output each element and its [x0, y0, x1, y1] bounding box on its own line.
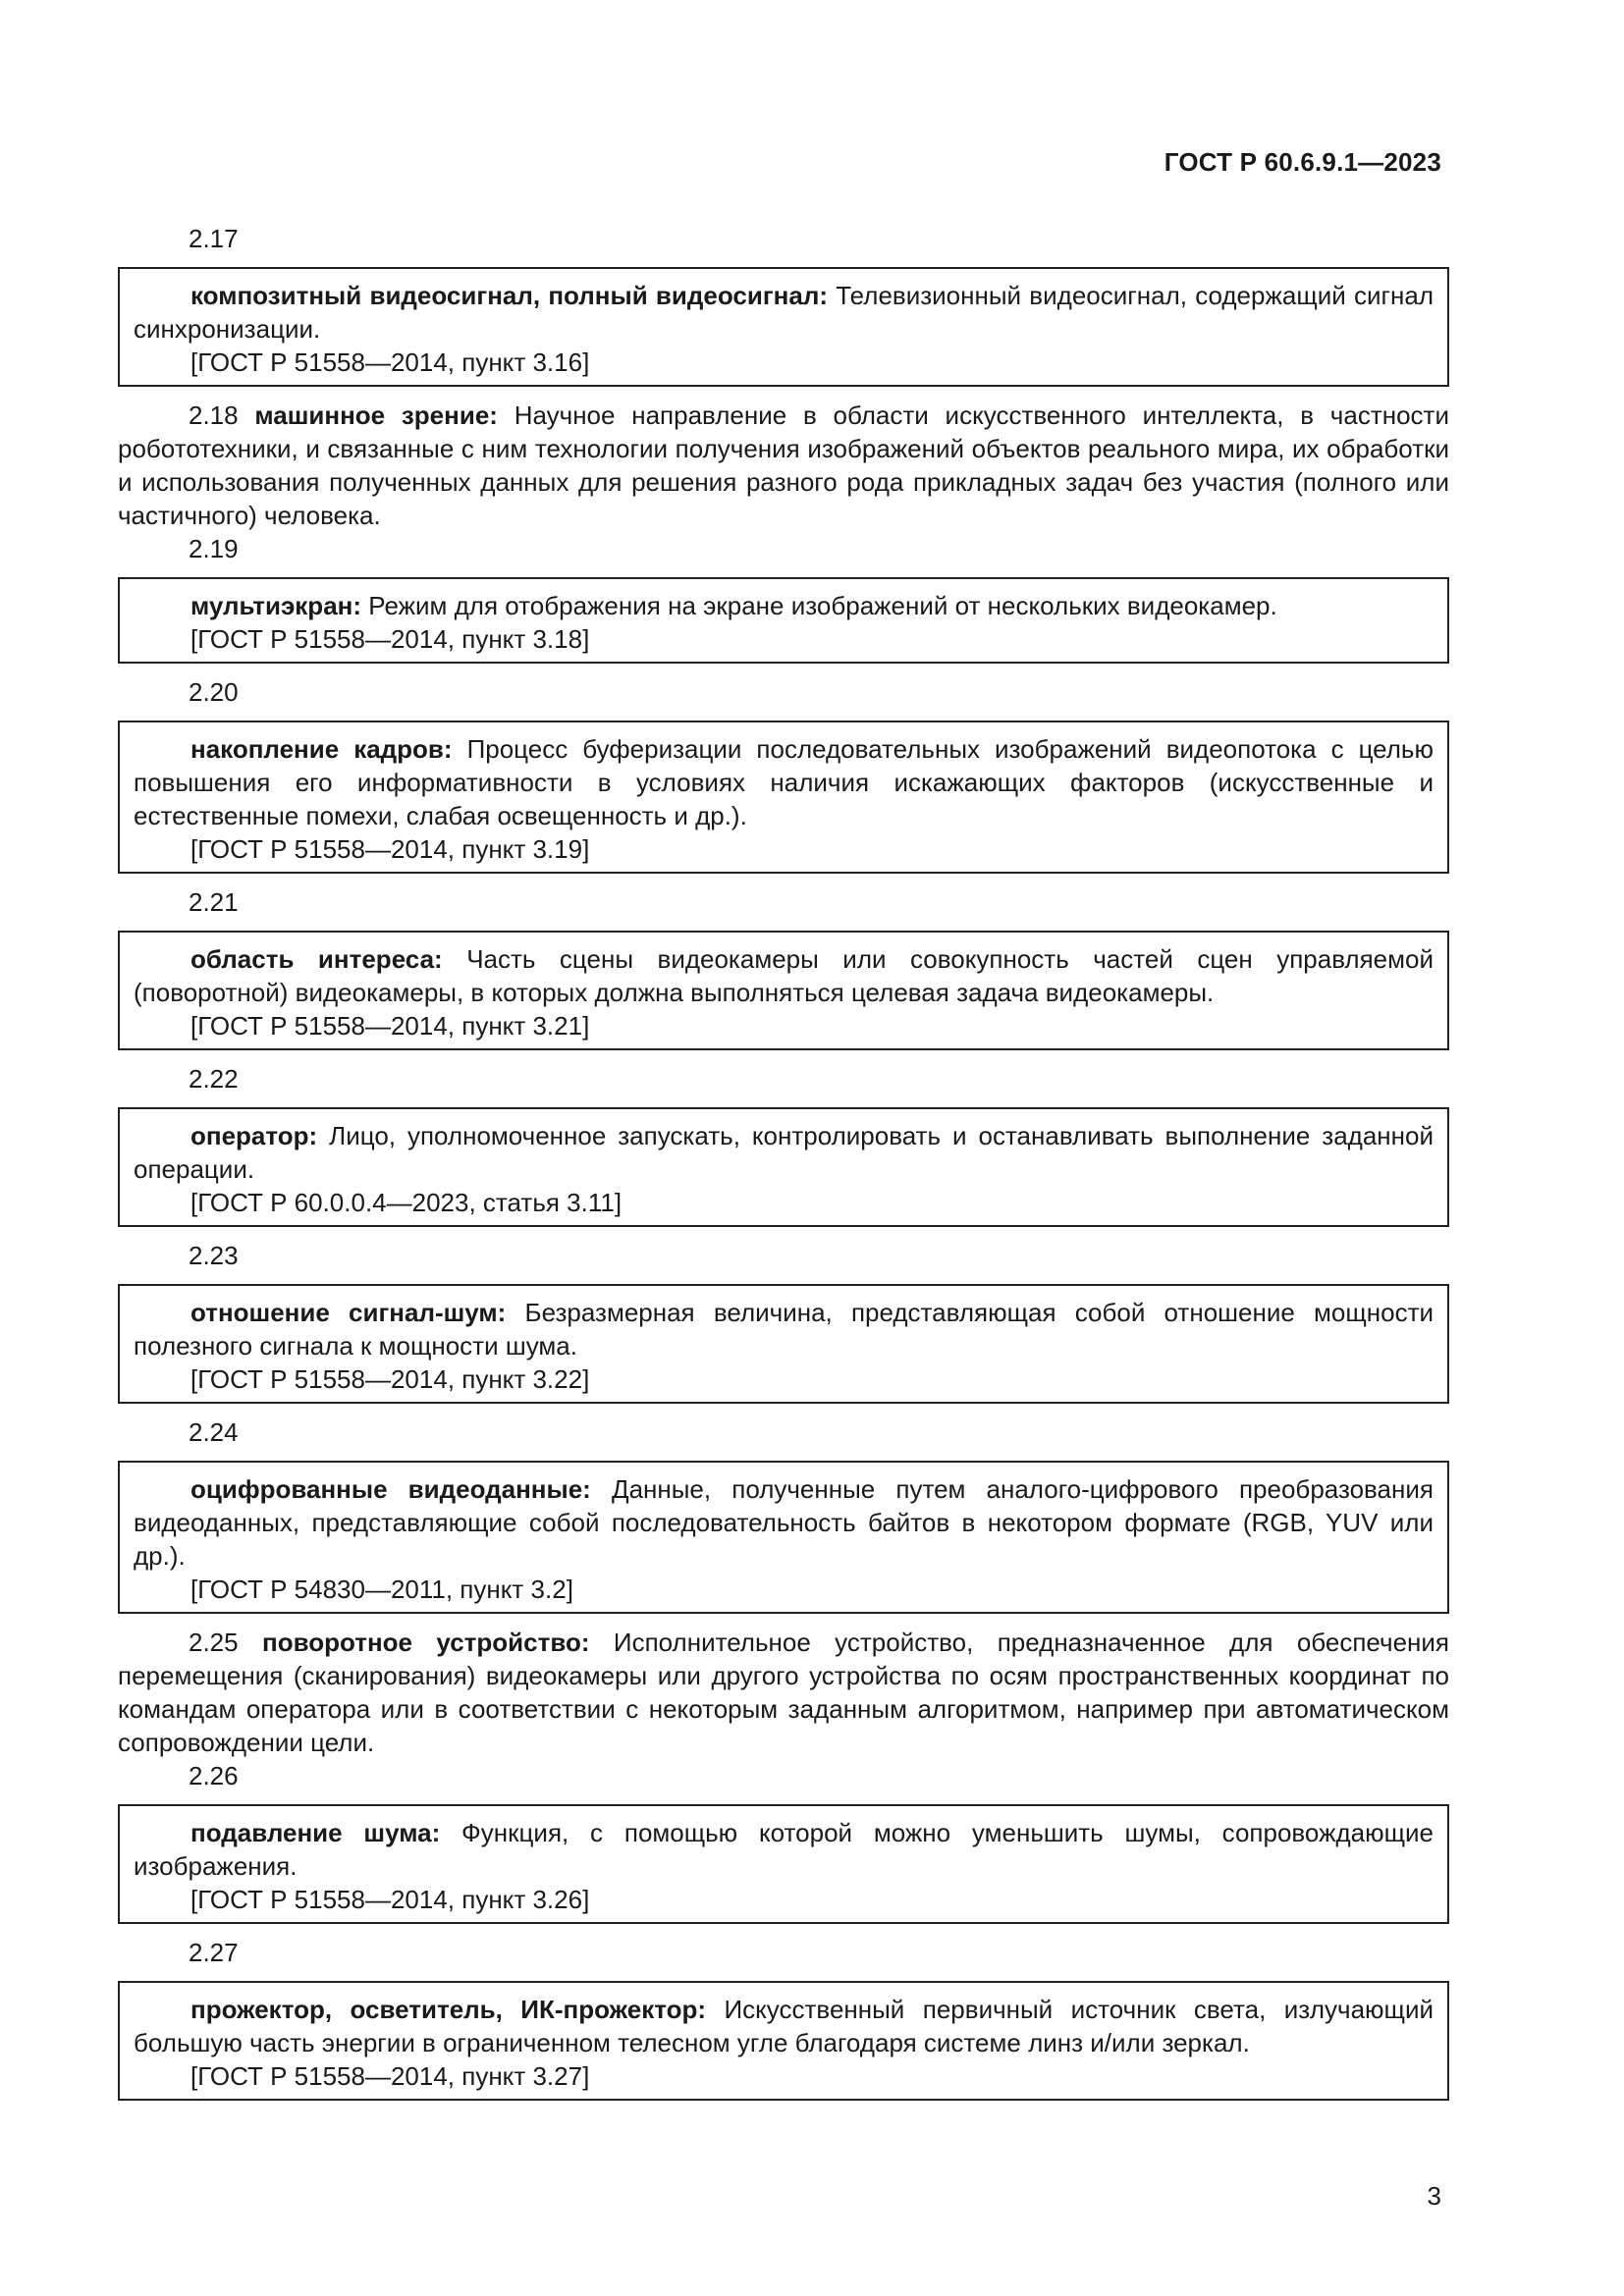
definition: Исполнительное устройство, предназначенное для обеспечения перемещения (сканирования) видеокамеры или другого устройства по осям пространственных координат по командам оператора или в соответствии с некоторым заданным алгоритмом, например при автоматическом сопровождении цели.	[118, 1628, 1449, 1757]
term-box	[118, 1284, 1449, 1404]
term: оператор:	[190, 1121, 318, 1150]
term-paragraph	[118, 399, 1449, 532]
source-reference: [ГОСТ Р 54830—2011, пункт 3.2]	[190, 1575, 573, 1604]
source-reference: [ГОСТ Р 60.0.0.4—2023, статья 3.11]	[190, 1188, 623, 1217]
document-code-header: ГОСТ Р 60.6.9.1—2023	[1164, 147, 1441, 177]
entry-number: 2.27	[189, 1938, 239, 1967]
source-reference: [ГОСТ Р 51558—2014, пункт 3.22]	[190, 1364, 590, 1394]
term: область интереса:	[190, 944, 443, 974]
definition: Процесс буферизации последовательных изображений видеопотока с целью повышения его информативности в условиях наличия искажающих факторов (искусственные и естественные помехи, слабая освещенность и др.).	[134, 734, 1434, 830]
definition: Телевизионный видеосигнал, содержащий сигнал синхронизации.	[134, 281, 1434, 344]
term-box	[118, 267, 1449, 387]
definition: Функция, с помощью которой можно уменьшить шумы, сопровождающие изображения.	[134, 1818, 1434, 1881]
term-box	[118, 931, 1449, 1050]
entry-number: 2.21	[189, 887, 239, 917]
page-number: 3	[1427, 2181, 1441, 2211]
term: подавление шума:	[190, 1818, 441, 1847]
term: накопление кадров:	[190, 734, 453, 764]
definition: Безразмерная величина, представляющая собой отношение мощности полезного сигнала к мощности шума.	[134, 1298, 1434, 1361]
term: поворотное устройство:	[262, 1628, 590, 1657]
source-reference: [ГОСТ Р 51558—2014, пункт 3.21]	[190, 1011, 590, 1041]
source-reference: [ГОСТ Р 51558—2014, пункт 3.18]	[190, 624, 590, 654]
entry-number: 2.17	[189, 224, 239, 253]
definition: Часть сцены видеокамеры или совокупность частей сцен управляемой (поворотной) видеокамеры, в которых должна выполняться целевая задача видеокамеры.	[134, 944, 1435, 1007]
source-reference: [ГОСТ Р 51558—2014, пункт 3.27]	[190, 2061, 590, 2091]
term-paragraph	[118, 1626, 1449, 1759]
term: отношение сигнал-шум:	[190, 1298, 507, 1327]
term: композитный видеосигнал, полный видеосигнал:	[190, 281, 829, 310]
entry-number: 2.18	[189, 400, 239, 430]
definition: Научное направление в области искусственного интеллекта, в частности робототехники, и связанные с ним технологии получения изображений объектов реального мира, их обработки и использования полученных данных для решения разного рода прикладных задач без участия (полного или частичного) человека.	[118, 400, 1449, 530]
term-box	[118, 1981, 1449, 2101]
definition: Данные, полученные путем аналого-цифрового преобразования видеоданных, представляющие собой последовательность байтов в некотором формате (RGB, YUV или др.).	[134, 1474, 1434, 1571]
entry-number: 2.22	[189, 1064, 239, 1094]
term: прожектор, осветитель, ИК-прожектор:	[190, 1995, 707, 2024]
terms-list	[118, 222, 1449, 2112]
term-box	[118, 1461, 1449, 1614]
term-box	[118, 1107, 1449, 1227]
term-box	[118, 721, 1449, 874]
source-reference: [ГОСТ Р 51558—2014, пункт 3.19]	[190, 834, 590, 864]
entry-number: 2.26	[189, 1761, 239, 1790]
entry-number: 2.25	[189, 1628, 239, 1657]
entry-number: 2.24	[189, 1417, 239, 1447]
term-box	[118, 577, 1449, 664]
entry-number: 2.20	[189, 677, 239, 707]
term: оцифрованные видеоданные:	[190, 1474, 591, 1504]
source-reference: [ГОСТ Р 51558—2014, пункт 3.26]	[190, 1885, 590, 1914]
term-box	[118, 1804, 1449, 1924]
source-reference: [ГОСТ Р 51558—2014, пункт 3.16]	[190, 347, 590, 377]
definition: Искусственный первичный источник света, излучающий большую часть энергии в ограниченном телесном угле благодаря системе линз и/или зеркал.	[134, 1995, 1434, 2057]
entry-number: 2.23	[189, 1241, 239, 1270]
term: машинное зрение:	[254, 400, 498, 430]
definition: Лицо, уполномоченное запускать, контролировать и останавливать выполнение заданной операции.	[134, 1121, 1434, 1184]
term: мультиэкран:	[190, 591, 362, 620]
definition: Режим для отображения на экране изображений от нескольких видеокамер.	[361, 591, 1277, 620]
entry-number: 2.19	[189, 534, 239, 563]
